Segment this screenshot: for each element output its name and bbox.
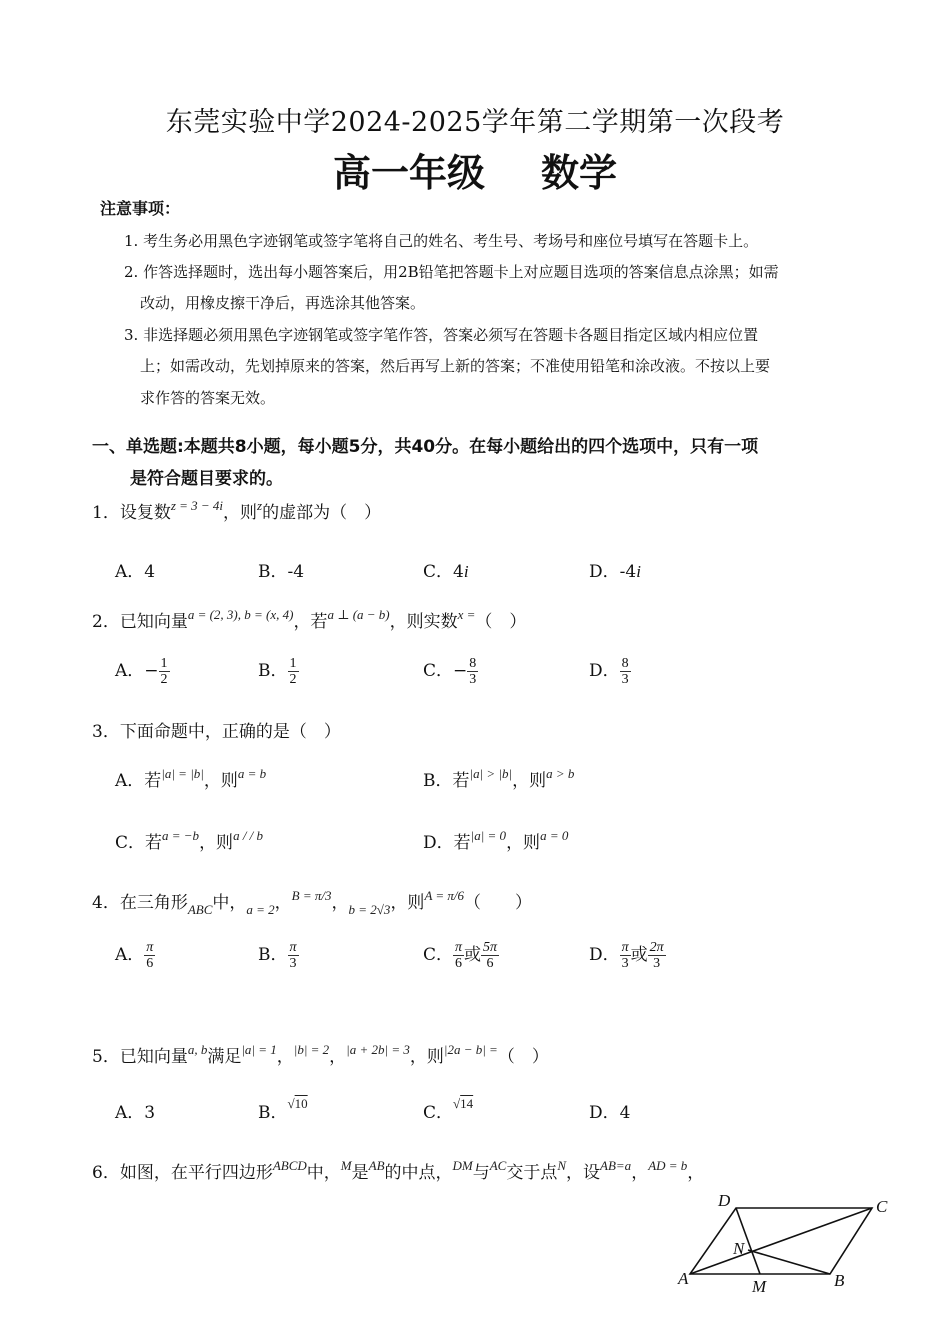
grade-label: 高一年级 — [332, 151, 485, 195]
notice-item-2: 2. 作答选择题时，选出每小题答案后，用2B铅笔把答题卡上对应题目选项的答案信息点涂黑；如需 — [124, 263, 779, 281]
label-m: M — [752, 1277, 767, 1296]
subject-label: 数学 — [541, 151, 618, 195]
notice-item-3-cont2: 求作答的答案无效。 — [140, 389, 276, 407]
q2-option-c: C．− $\frac{8}{3}$ — [423, 656, 477, 687]
q4-option-d: D． $\frac{\pi}{3}$ 或 $\frac{2\pi}{3}$ — [589, 940, 664, 971]
q5-option-a: A．3 — [115, 1103, 156, 1123]
q2-option-a: A．− $\frac{1}{2}$ — [115, 656, 168, 687]
q5-option-d: D．4 — [589, 1103, 631, 1123]
q3-option-d: D．若$^{|a| = 0}$，则$^{a = 0}$ — [423, 828, 569, 853]
q5-option-b: B．$^{√10}$ — [258, 1096, 308, 1123]
q3-option-c: C．若$^{a = -b}$，则$^{a / / b}$ — [115, 828, 264, 853]
label-a: A — [678, 1269, 689, 1288]
notice-item-1: 1. 考生务必用黑色字迹钢笔或签字笔将自己的姓名、考生号、考场号和座位号填写在答题卡上。 — [124, 232, 759, 250]
q4-option-a: A． $\frac{\pi}{6}$ — [115, 940, 154, 971]
q1-option-a: A．4 — [115, 562, 156, 582]
notice-item-3-cont: 上；如需改动，先划掉原来的答案，然后再写上新的答案；不准使用铅笔和涂改液。不按以上要 — [140, 357, 771, 375]
notice-item-3: 3. 非选择题必须用黑色字迹钢笔或签字笔作答，答案必须写在答题卡各题目指定区域内相应位置 — [124, 326, 759, 344]
q2-option-d: D． $\frac{8}{3}$ — [589, 656, 629, 687]
segment-bn — [748, 1250, 830, 1274]
question-6: 6．如图，在平行四边形$^{ABCD}$中，$^M$是$^{AB}$的中点，$^{DM}$与$^{AC}$交于点$^N$，设$^{AB=a}$，$^{AD = b}$， — [92, 1158, 705, 1183]
q5-option-c: C．$^{√14}$ — [423, 1096, 474, 1123]
q1-option-d: D．-4i — [589, 562, 641, 582]
exam-subtitle — [0, 142, 950, 197]
q1-option-c: C．4i — [423, 562, 469, 582]
label-n: N — [733, 1239, 745, 1258]
question-5: 5．已知向量$^{a, b}$满足$^{|a| = 1}$，$^{|b| = 2}$，$^{|a + 2b| = 3}$，则$^{|2a - b| =}$（ ） — [92, 1042, 549, 1067]
label-d: D — [718, 1191, 731, 1210]
parallelogram-figure — [676, 1190, 906, 1300]
question-4: 4．在三角形$_{ABC}$中，$_{a = 2}$，$^{B = \pi/3}$，$_{b = 2√3}$，则$^{A = \pi/6}$（ ） — [92, 888, 533, 917]
notice-heading: 注意事项： — [100, 199, 181, 218]
q4-option-c: C． $\frac{\pi}{6}$ 或 $\frac{5\pi}{6}$ — [423, 940, 498, 971]
question-1: 1．设复数$^{z = 3 - 4i}$，则$^z$的虚部为（ ） — [92, 498, 382, 523]
notice-item-2-cont: 改动，用橡皮擦干净后，再选涂其他答案。 — [140, 294, 426, 312]
q2-option-b: B． $\frac{1}{2}$ — [258, 656, 297, 687]
q4-option-b: B． $\frac{\pi}{3}$ — [258, 940, 297, 971]
diagonal-ac — [690, 1208, 872, 1274]
exam-title: 东莞实验中学2024-2025学年第二学期第一次段考 — [165, 107, 785, 138]
section-heading: 一、单选题:本题共8小题，每小题5分，共40分。在每小题给出的四个选项中，只有一项 — [92, 437, 759, 457]
section-heading-cont: 是符合题目要求的。 — [130, 469, 283, 489]
label-b: B — [834, 1271, 845, 1290]
label-c: C — [876, 1197, 888, 1216]
q3-option-b: B．若$^{|a| > |b|}$，则$^{a > b}$ — [423, 766, 575, 791]
question-3: 3．下面命题中，正确的是（ ） — [92, 722, 341, 742]
q1-option-b: B．-4 — [258, 562, 305, 582]
question-2: 2．已知向量$^{a = (2, 3), b = (x, 4)}$，若$^{a \perp (a - b)}$，则实数$^{x =}$（ ） — [92, 607, 527, 632]
q3-option-a: A．若$^{|a| = |b|}$，则$^{a = b}$ — [115, 766, 267, 791]
